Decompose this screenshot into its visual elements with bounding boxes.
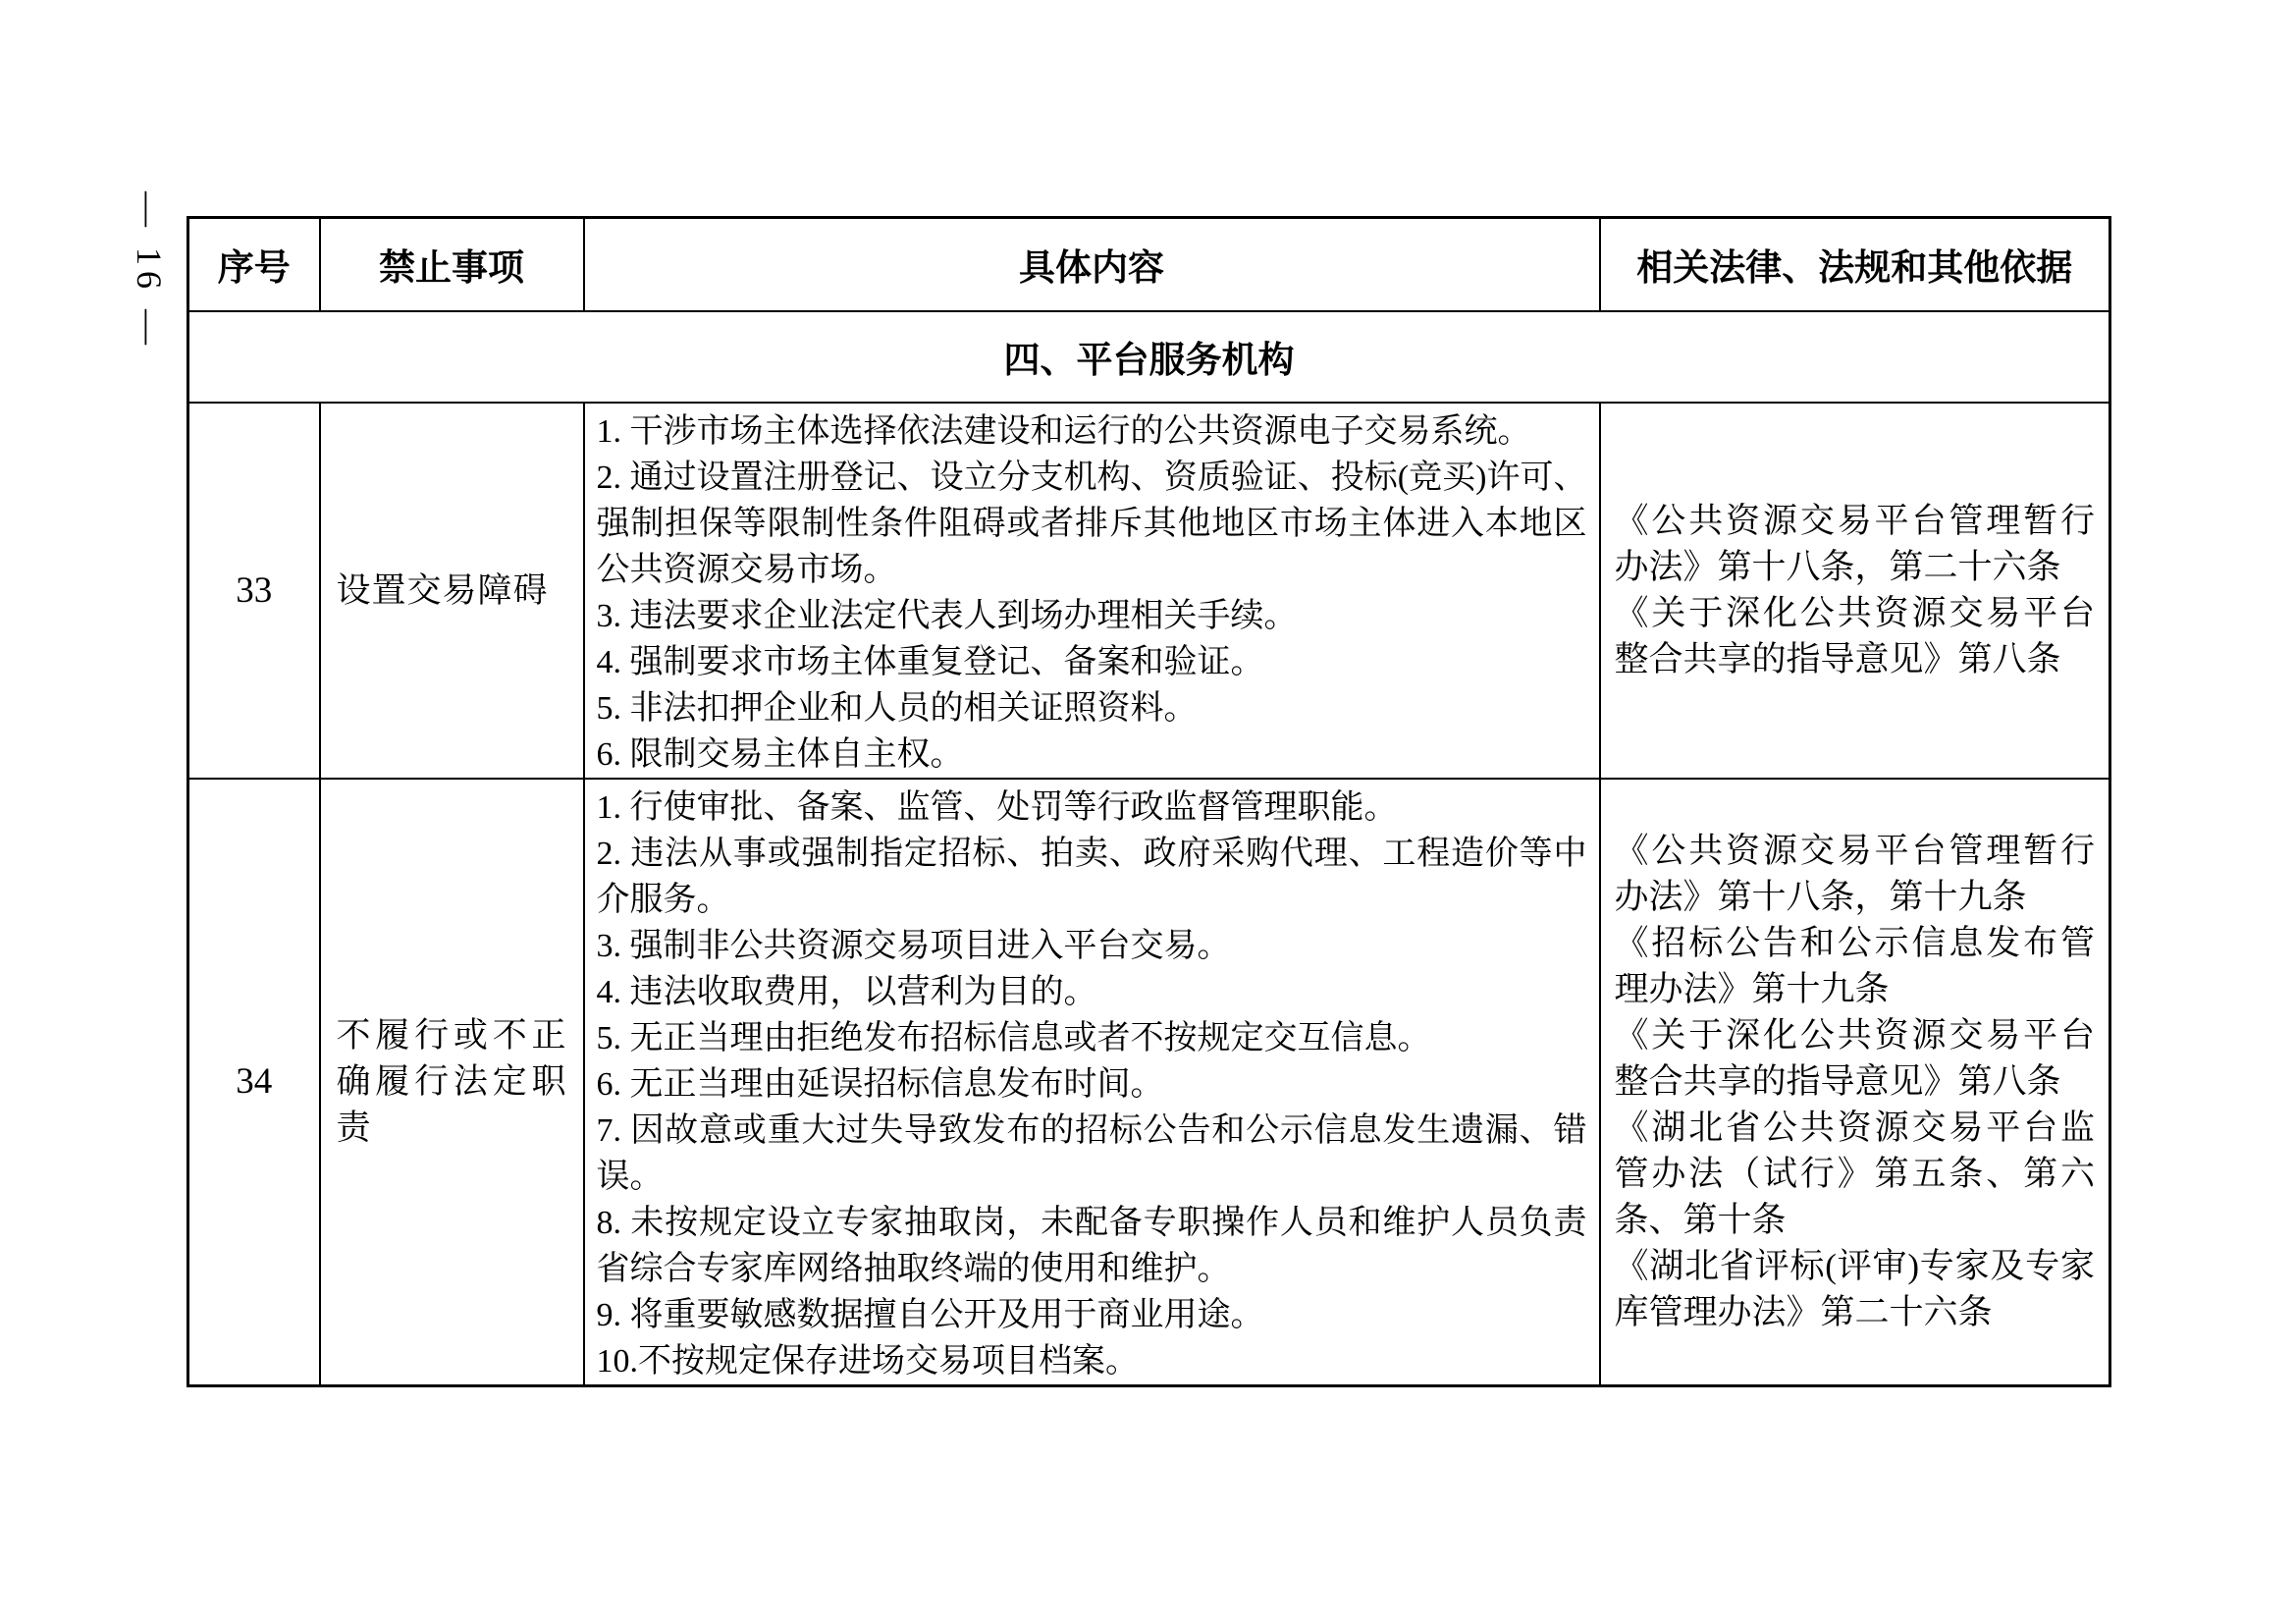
content-line: 7. 因故意或重大过失导致发布的招标公告和公示信息发生遗漏、错误。 — [596, 1111, 1587, 1195]
content-line: 2. 通过设置注册登记、设立分支机构、资质验证、投标(竞买)许可、强制担保等限制性条件阻碍或者排斥其他地区市场主体进入本地区公共资源交易市场。 — [596, 459, 1587, 588]
page-number: — 16 — — [130, 191, 169, 351]
col-header-serial: 序号 — [188, 218, 320, 311]
col-header-legal-basis: 相关法律、法规和其他依据 — [1600, 218, 2110, 311]
content-line: 9. 将重要敏感数据擅自公开及用于商业用途。 — [596, 1296, 1264, 1333]
basis-line: 《公共资源交易平台管理暂行办法》第十八条，第二十六条 — [1614, 502, 2095, 586]
legal-basis-cell — [1600, 403, 2110, 779]
content-line: 5. 无正当理由拒绝发布招标信息或者不按规定交互信息。 — [596, 1019, 1431, 1056]
content-line: 1. 干涉市场主体选择依法建设和运行的公共资源电子交易系统。 — [596, 412, 1531, 450]
row-serial-number: 34 — [188, 779, 320, 1386]
content-line: 3. 违法要求企业法定代表人到场办理相关手续。 — [596, 597, 1298, 634]
content-line: 8. 未按规定设立专家抽取岗，未配备专职操作人员和维护人员负责省综合专家库网络抽取终端的使用和维护。 — [596, 1204, 1587, 1287]
legal-basis-cell — [1600, 779, 2110, 1386]
section-title: 四、平台服务机构 — [188, 311, 2110, 403]
table-row — [188, 403, 2110, 779]
prohibited-item-cell: 设置交易障碍 — [320, 403, 584, 779]
content-line: 6. 限制交易主体自主权。 — [596, 735, 964, 773]
content-line: 6. 无正当理由延误招标信息发布时间。 — [596, 1065, 1164, 1103]
basis-line: 《招标公告和公示信息发布管理办法》第十九条 — [1614, 924, 2095, 1008]
prohibited-item-cell: 不履行或不正确履行法定职责 — [320, 779, 584, 1386]
content-line: 4. 违法收取费用，以营利为目的。 — [596, 973, 1097, 1010]
row-serial-number: 33 — [188, 403, 320, 779]
content-line: 3. 强制非公共资源交易项目进入平台交易。 — [596, 927, 1231, 964]
table-row — [188, 779, 2110, 1386]
content-line: 4. 强制要求市场主体重复登记、备案和验证。 — [596, 643, 1264, 680]
section-row — [188, 311, 2110, 403]
col-header-specific-content: 具体内容 — [584, 218, 1600, 311]
prohibitions-table — [187, 216, 2111, 1387]
basis-line: 《关于深化公共资源交易平台整合共享的指导意见》第八条 — [1614, 594, 2095, 678]
content-line: 2. 违法从事或强制指定招标、拍卖、政府采购代理、工程造价等中介服务。 — [596, 835, 1587, 918]
basis-line: 《公共资源交易平台管理暂行办法》第十八条，第十九条 — [1614, 832, 2095, 916]
content-line: 5. 非法扣押企业和人员的相关证照资料。 — [596, 689, 1198, 727]
specific-content-cell — [584, 403, 1600, 779]
content-line: 1. 行使审批、备案、监管、处罚等行政监督管理职能。 — [596, 788, 1398, 826]
basis-line: 《关于深化公共资源交易平台整合共享的指导意见》第八条 — [1614, 1016, 2095, 1101]
basis-line: 《湖北省评标(评审)专家及专家库管理办法》第二十六条 — [1614, 1247, 2095, 1331]
basis-line: 《湖北省公共资源交易平台监管办法（试行》第五条、第六条、第十条 — [1614, 1109, 2095, 1239]
content-line: 10.不按规定保存进场交易项目档案。 — [596, 1342, 1139, 1380]
col-header-prohibited-item: 禁止事项 — [320, 218, 584, 311]
specific-content-cell — [584, 779, 1600, 1386]
table-header-row — [188, 218, 2110, 311]
